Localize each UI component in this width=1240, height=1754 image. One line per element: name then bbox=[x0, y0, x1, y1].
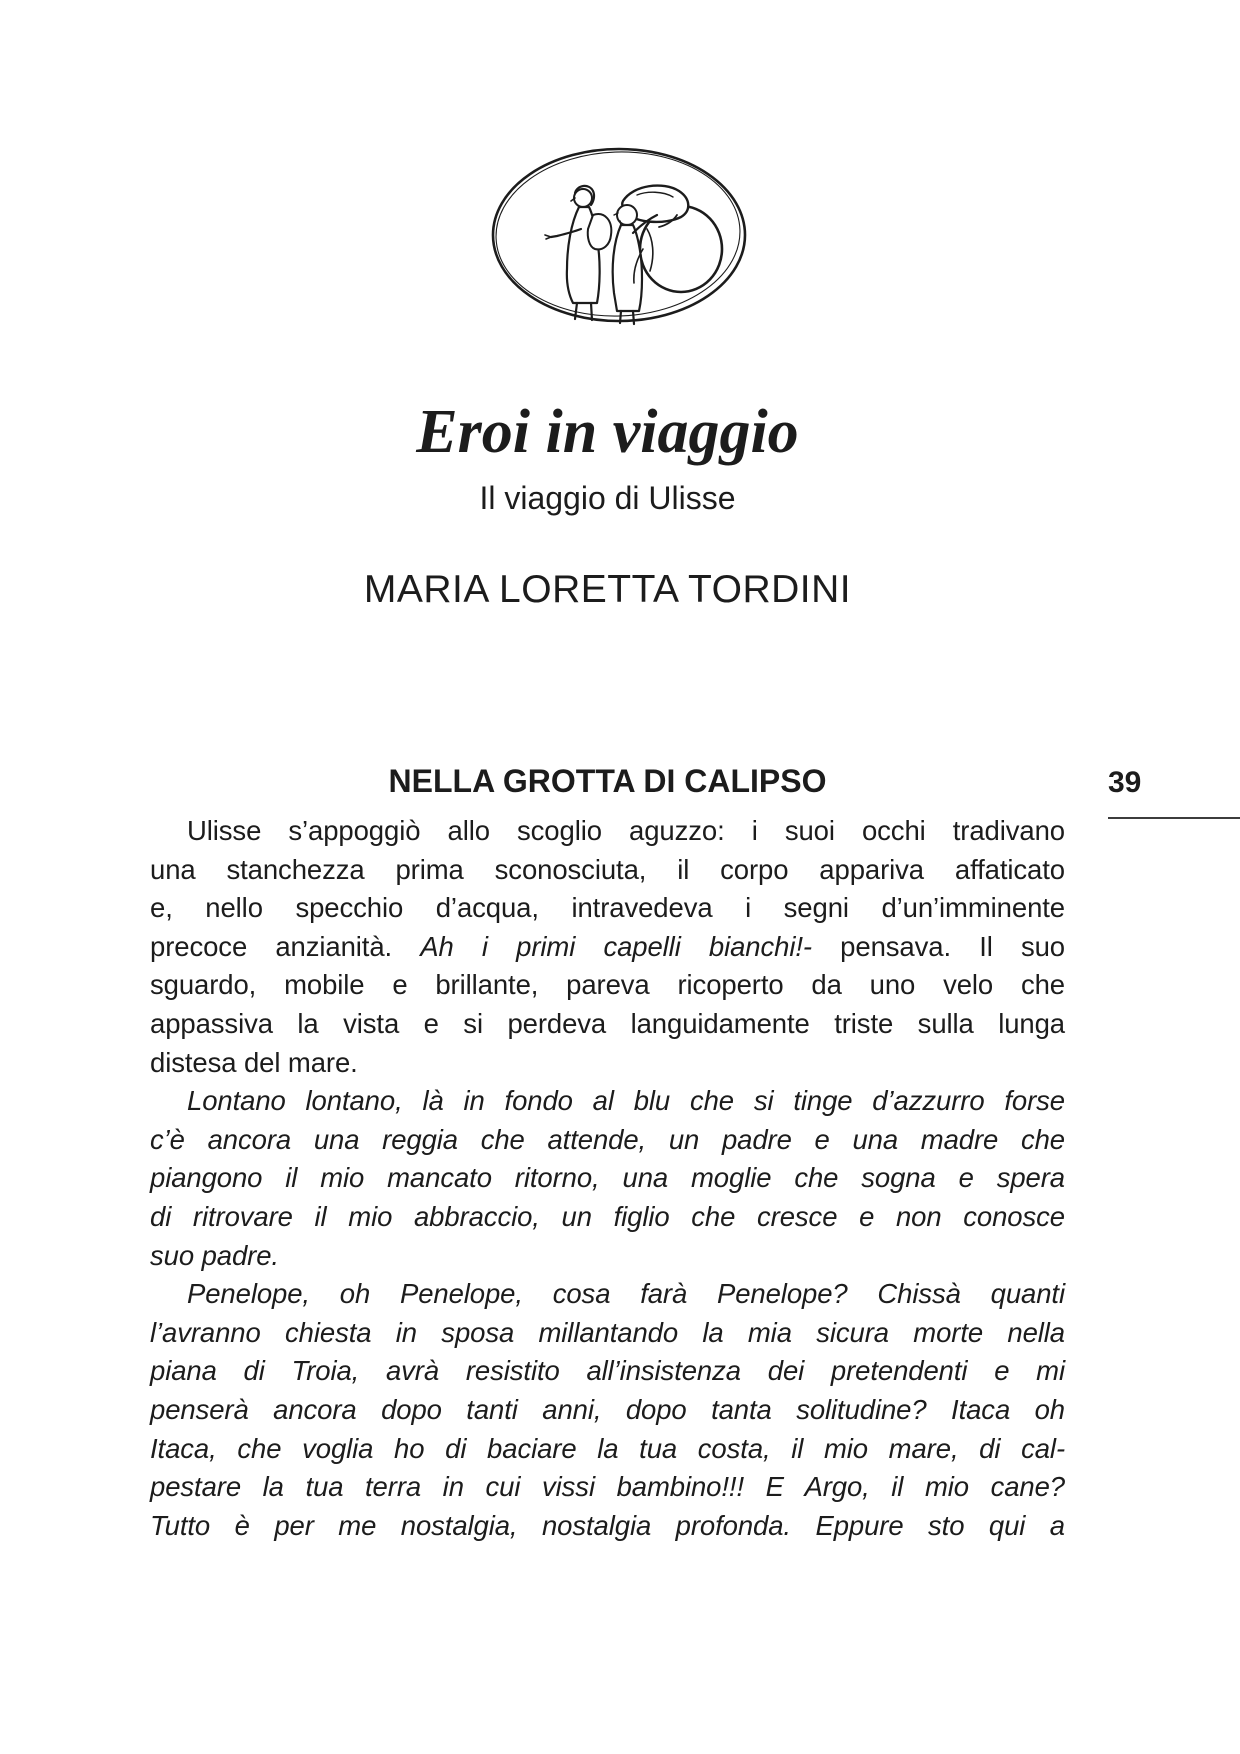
text-line bbox=[150, 1275, 1065, 1314]
text-line bbox=[150, 1468, 1065, 1507]
text-line bbox=[150, 1198, 1065, 1237]
travelers-oval-icon bbox=[487, 143, 751, 327]
body-text bbox=[150, 812, 1065, 1545]
text-line bbox=[150, 1159, 1065, 1198]
text-line bbox=[150, 889, 1065, 928]
text-line bbox=[150, 851, 1065, 890]
text-line bbox=[150, 928, 1065, 967]
text-line bbox=[150, 1237, 1065, 1276]
page-number: 39 bbox=[1108, 766, 1142, 799]
text-segment-italic: di ritrovare il mio abbraccio, un figlio che cresce e non conosce bbox=[150, 1200, 1065, 1232]
text-line bbox=[150, 1044, 1065, 1083]
book-subtitle: Il viaggio di Ulisse bbox=[479, 480, 736, 516]
text-line bbox=[150, 1005, 1065, 1044]
text-line bbox=[150, 1391, 1065, 1430]
text-segment: e, nello specchio d’acqua, intravedeva i segni d’un’imminente bbox=[150, 892, 1065, 924]
text-segment: precoce anzianità. bbox=[150, 930, 421, 962]
text-segment-italic: Tutto è per me nostalgia, nostalgia profonda. Eppure sto qui a bbox=[150, 1509, 1065, 1541]
text-line bbox=[150, 1121, 1065, 1160]
book-title: Eroi in viaggio bbox=[416, 398, 799, 466]
text-segment: sguardo, mobile e brillante, pareva ricoperto da uno velo che bbox=[150, 969, 1065, 1001]
text-line bbox=[150, 966, 1065, 1005]
text-segment: appassiva la vista e si perdeva languidamente triste sulla lunga bbox=[150, 1007, 1065, 1039]
text-segment-italic: suo padre. bbox=[150, 1239, 279, 1271]
text-segment-italic: pestare la tua terra in cui vissi bambino!!! E Argo, il mio cane? bbox=[150, 1471, 1065, 1503]
text-segment: pensava. Il suo bbox=[811, 930, 1066, 962]
text-segment-italic: Itaca, che voglia ho di baciare la tua costa, il mio mare, di cal- bbox=[150, 1432, 1065, 1464]
text-line bbox=[150, 812, 1065, 851]
travelers-illustration bbox=[487, 143, 751, 327]
text-segment-italic: Penelope, oh Penelope, cosa farà Penelope? Chissà quanti bbox=[187, 1278, 1065, 1310]
text-segment-italic: piangono il mio mancato ritorno, una moglie che sogna e spera bbox=[150, 1162, 1065, 1194]
text-line bbox=[150, 1352, 1065, 1391]
text-segment-italic: piana di Troia, avrà resistito all’insistenza dei pretendenti e mi bbox=[150, 1355, 1065, 1387]
text-segment: Ulisse s’appoggiò allo scoglio aguzzo: i suoi occhi tradivano bbox=[187, 815, 1065, 846]
text-segment: distesa del mare. bbox=[150, 1046, 358, 1078]
text-segment: una stanchezza prima sconosciuta, il corpo appariva affaticato bbox=[150, 853, 1065, 885]
text-segment-italic: c’è ancora una reggia che attende, un padre e una madre che bbox=[150, 1123, 1065, 1155]
text-segment-italic: Lontano lontano, là in fondo al blu che si tinge d’azzurro forse bbox=[187, 1085, 1065, 1117]
text-line bbox=[150, 1082, 1065, 1121]
section-heading: NELLA GROTTA DI CALIPSO bbox=[388, 763, 827, 799]
text-segment-italic: Ah i primi capelli bianchi!- bbox=[420, 930, 812, 962]
page-number-rule bbox=[1108, 817, 1240, 819]
text-line bbox=[150, 1507, 1065, 1546]
author-name: MARIA LORETTA TORDINI bbox=[363, 568, 852, 611]
text-segment-italic: l’avranno chiesta in sposa millantando la mia sicura morte nella bbox=[150, 1316, 1065, 1348]
text-segment-italic: penserà ancora dopo tanti anni, dopo tanta solitudine? Itaca oh bbox=[150, 1393, 1065, 1425]
text-line bbox=[150, 1314, 1065, 1353]
text-line bbox=[150, 1430, 1065, 1469]
